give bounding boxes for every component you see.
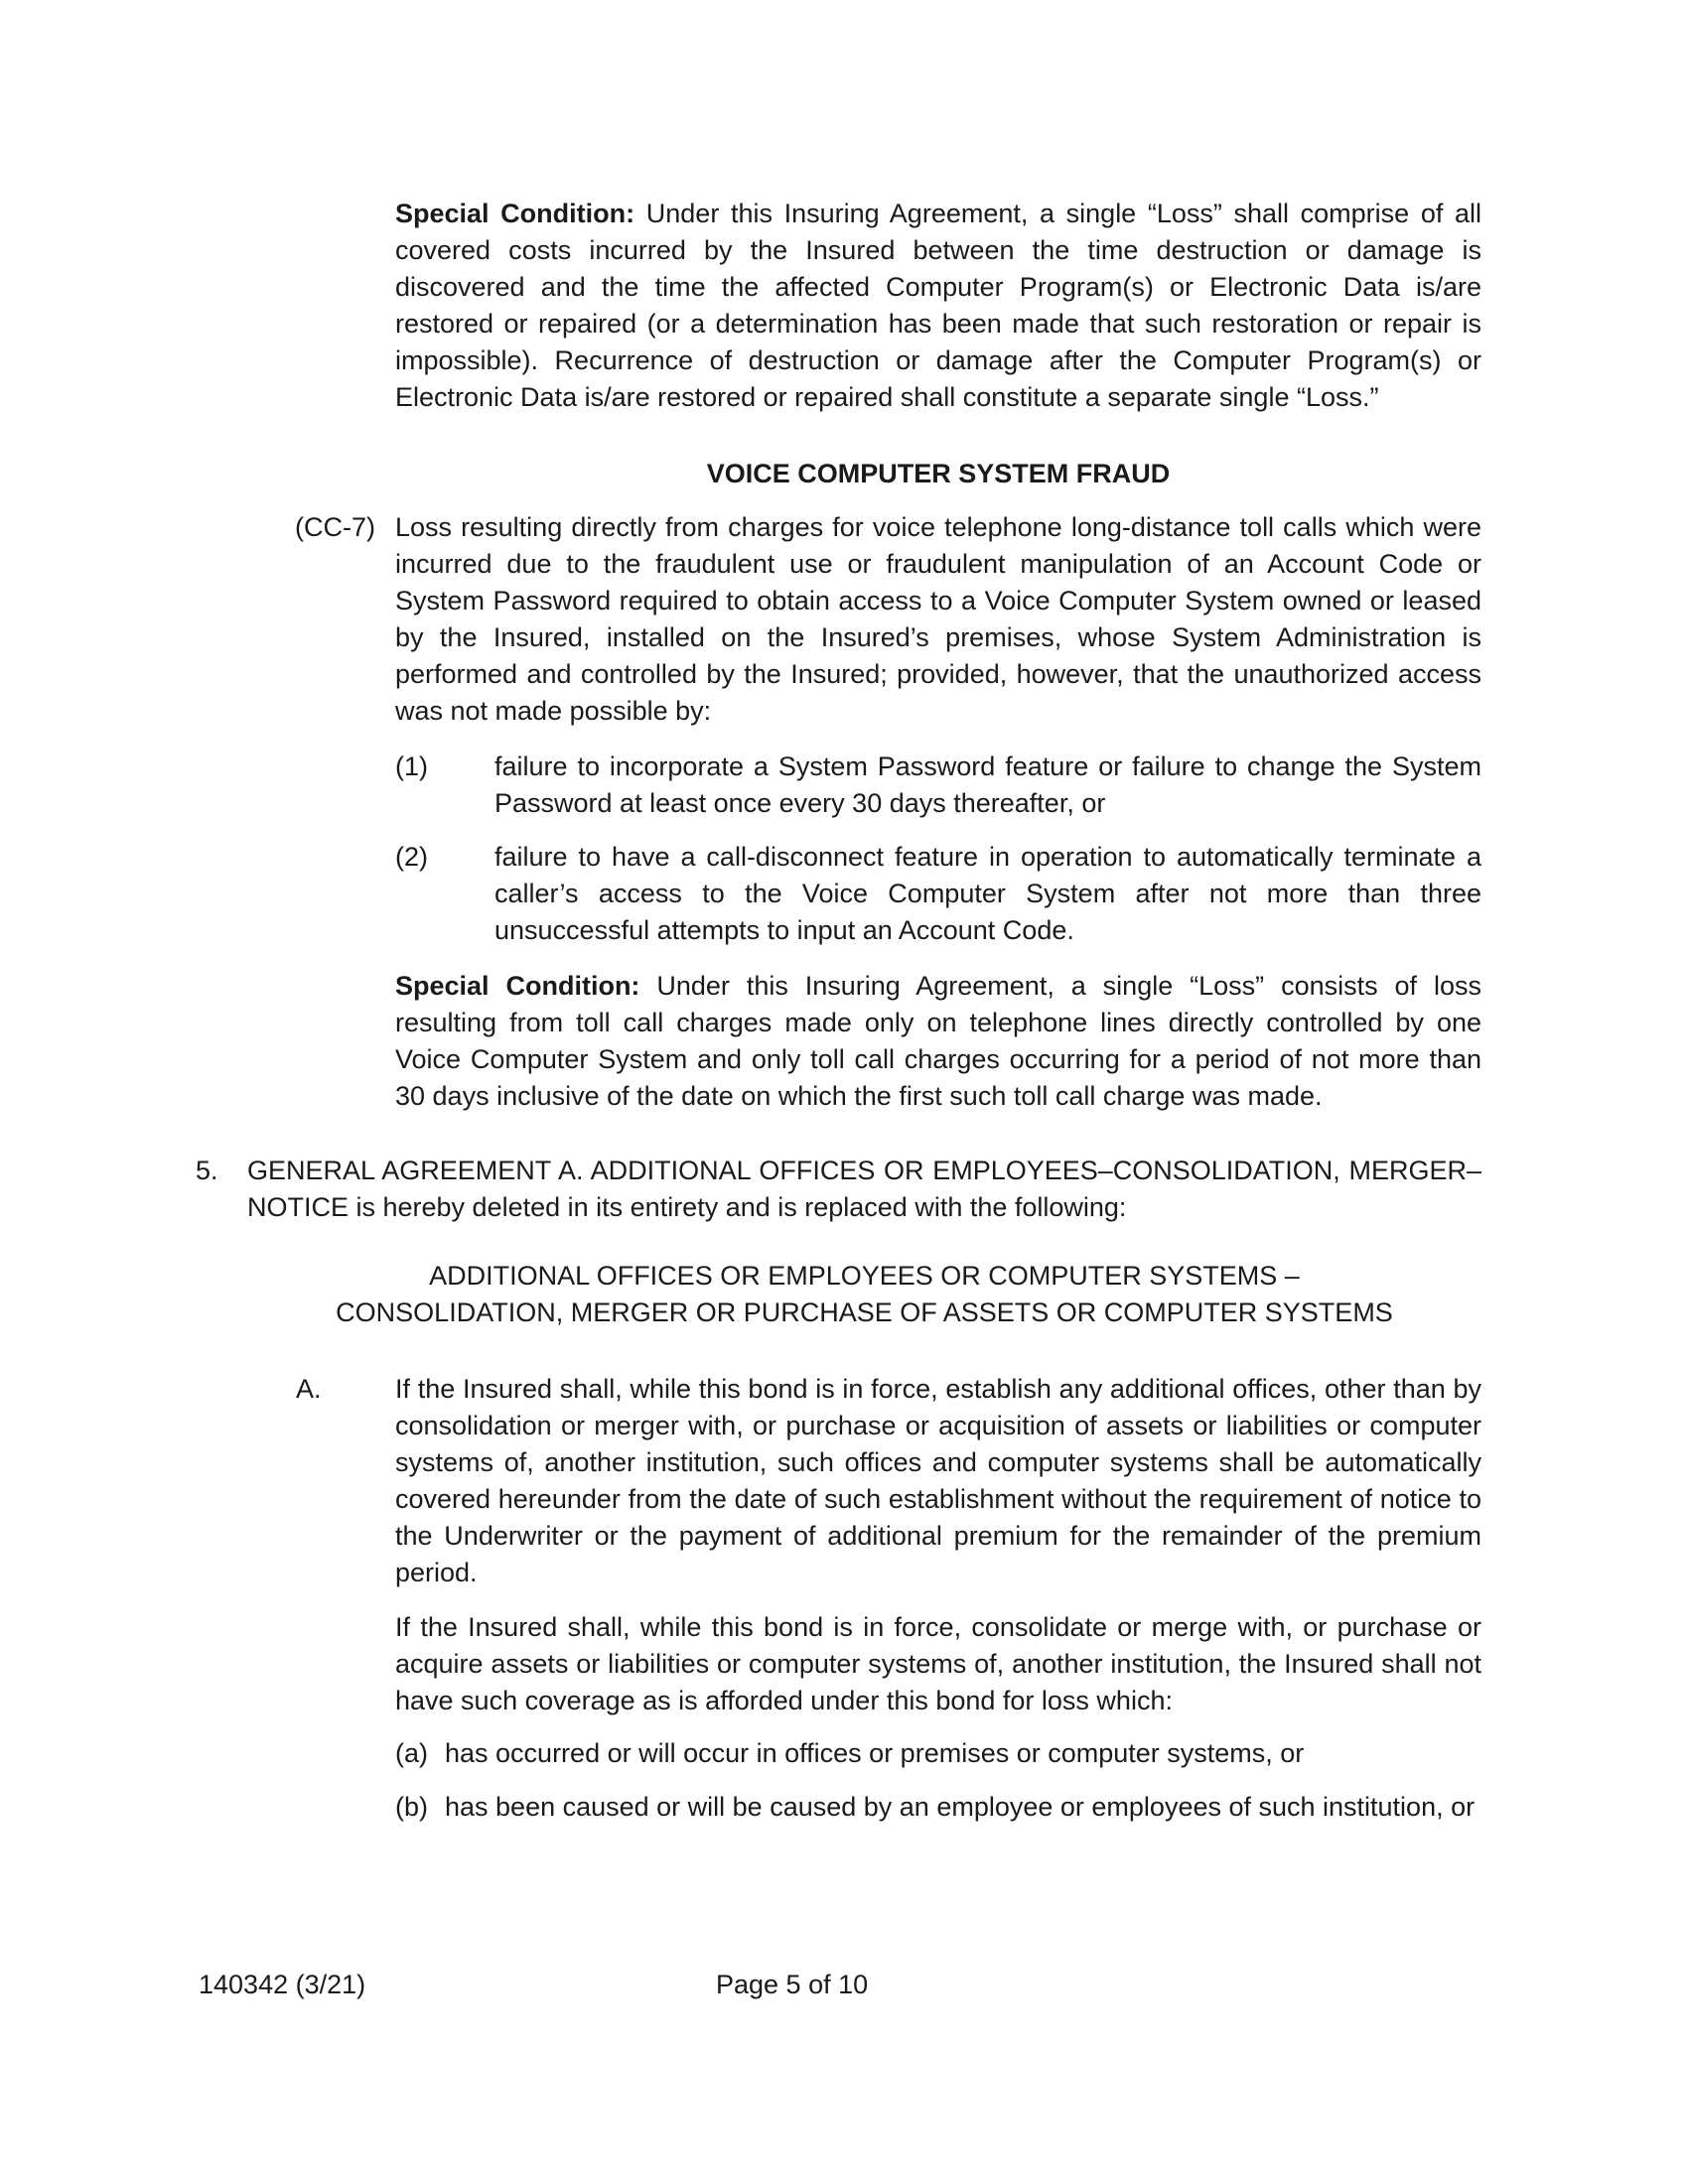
list-item-text: failure to have a call-disconnect feature in operation to automatically terminate a caller’s access to the Voice Computer System after not more than three unsuccessful attempts to input an Account Code. xyxy=(494,842,1481,945)
section-paragraph: If the Insured shall, while this bond is in force, consolidate or merge with, or purchase or acquire assets or liabilities or computer systems of, another institution, the Insured shall not have such coverage as is afforded under this bond for loss which: xyxy=(395,1612,1481,1715)
section-heading-line-1: ADDITIONAL OFFICES OR EMPLOYEES OR COMPUTER SYSTEMS – xyxy=(429,1261,1300,1291)
list-item-number: (1) xyxy=(395,751,428,781)
list-item-text: has occurred or will occur in offices or premises or computer systems, or xyxy=(445,1738,1305,1768)
special-condition-paragraph xyxy=(395,968,1481,1115)
insuring-agreement-text: Loss resulting directly from charges for voice telephone long-distance toll calls which were incurred due to the fraudulent use or fraudulent manipulation of an Account Code or System Password required to obtain access to a Voice Computer System owned or leased by the Insured, installed on the Insured’s premises, whose System Administration is performed and controlled by the Insured; provided, however, that the unauthorized access was not made possible by: xyxy=(395,512,1481,726)
insuring-agreement-label: (CC-7) xyxy=(295,512,375,542)
list-item-text: failure to incorporate a System Password feature or failure to change the System Password at least once every 30 days thereafter, or xyxy=(494,751,1481,818)
special-condition-paragraph xyxy=(395,196,1481,416)
section-heading: VOICE COMPUTER SYSTEM FRAUD xyxy=(706,459,1171,488)
list-item-number: (b) xyxy=(395,1792,428,1822)
section-paragraph: If the Insured shall, while this bond is in force, establish any additional offices, other than by consolidation or merger with, or purchase or acquisition of assets or liabilities or computer systems of, another institution, such offices and computer systems shall be automatically covered hereunder from the date of such establishment without the requirement of notice to the Underwriter or the payment of additional premium for the remainder of the premium period. xyxy=(395,1374,1481,1587)
special-condition-text: Under this Insuring Agreement, a single “Loss” consists of loss resulting from toll call charges made only on telephone lines directly controlled by one Voice Computer System and only toll call charges occurring for a period of not more than 30 days inclusive of the date on which the first such toll call charge was made. xyxy=(395,971,1481,1111)
section-heading-line-2: CONSOLIDATION, MERGER OR PURCHASE OF ASSETS OR COMPUTER SYSTEMS xyxy=(336,1297,1393,1327)
list-item-number: (2) xyxy=(395,842,428,872)
numbered-item-text: GENERAL AGREEMENT A. ADDITIONAL OFFICES OR EMPLOYEES–CONSOLIDATION, MERGER–NOTICE is hereby deleted in its entirety and is replaced with the following: xyxy=(247,1156,1481,1222)
section-label: A. xyxy=(296,1374,322,1404)
special-condition-label: Special Condition: xyxy=(395,971,640,1001)
special-condition-label: Special Condition: xyxy=(395,199,635,228)
numbered-item-number: 5. xyxy=(196,1156,218,1185)
special-condition-text: Under this Insuring Agreement, a single “Loss” shall comprise of all covered costs incurred by the Insured between the time destruction or damage is discovered and the time the affected Computer Program(s) or Electronic Data is/are restored or repaired (or a determination has been made that such restoration or repair is impossible). Recurrence of destruction or damage after the Computer Program(s) or Electronic Data is/are restored or repaired shall constitute a separate single “Loss.” xyxy=(395,199,1481,412)
list-item-number: (a) xyxy=(395,1738,428,1768)
page-number: Page 5 of 10 xyxy=(716,1970,869,1999)
list-item-text: has been caused or will be caused by an employee or employees of such institution, or xyxy=(445,1792,1476,1822)
form-number: 140342 (3/21) xyxy=(199,1970,366,1999)
